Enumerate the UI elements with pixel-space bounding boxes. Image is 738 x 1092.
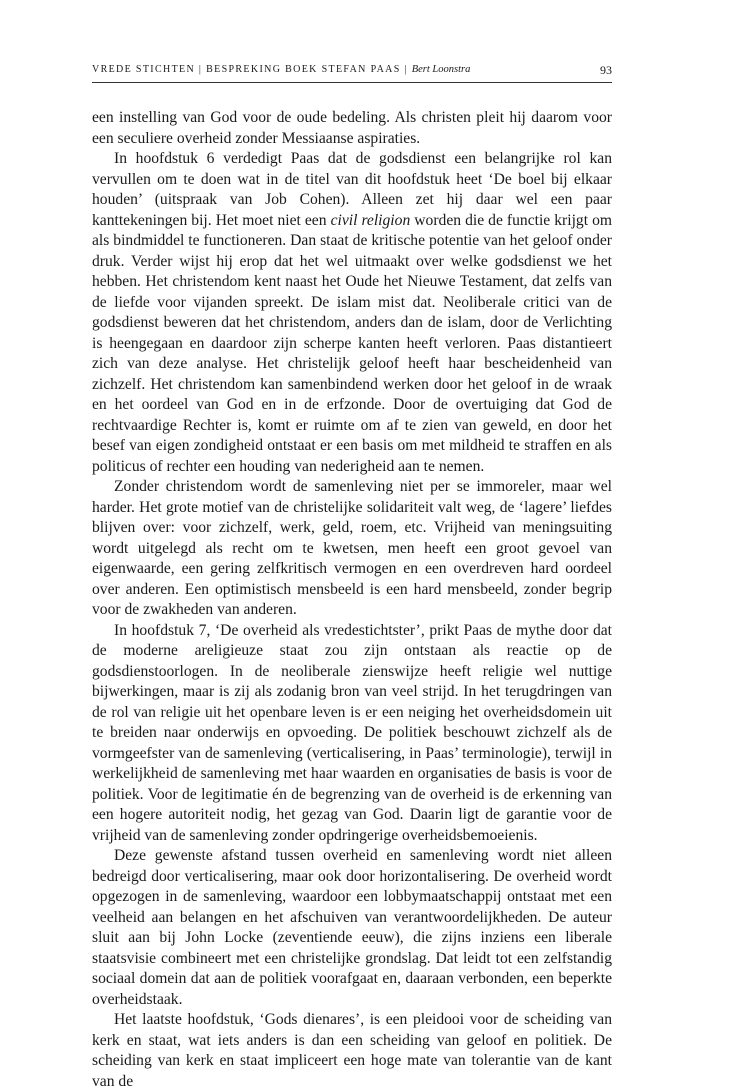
running-title-author: Bert Loonstra [411, 64, 471, 75]
article-body [92, 108, 612, 1092]
paragraph-text: Het laatste hoofdstuk, ‘Gods dienares’, is een pleidooi voor de scheiding van kerk en staat, wat iets anders is dan een scheiding van geloof en politiek. De scheiding van kerk en staat impliceert een hoge mate van tolerantie van de kant van de [92, 1011, 612, 1090]
paragraph [92, 108, 612, 149]
paragraph-text: Zonder christendom wordt de samenleving niet per se immoreler, maar wel harder. Het grote motief van de christelijke solidariteit valt weg, de ‘lagere’ liefdes blijven over: voor zichzelf, werk, geld, roem, etc. Vrijheid van meningsuiting wordt uitgelegd als recht om te kwetsen, men heeft een groot gevoel van eigenwaarde, een gering zelfkritisch vermogen en een overdreven hard oordeel over anderen. Een optimistisch mensbeeld is een hard mensbeeld, zonder begrip voor de zwakheden van anderen. [92, 478, 612, 618]
paragraph-text: In hoofdstuk 6 verdedigt Paas dat de godsdienst een belangrijke rol kan vervullen om te doen wat in de titel van dit hoofdstuk heet ‘De boel bij elkaar houden’ (uitspraak van Job Cohen). Alleen zet hij daar wel een paar kanttekeningen bij. Het moet niet een [92, 150, 612, 229]
paragraph [92, 621, 612, 847]
paragraph-text: een instelling van God voor de oude bedeling. Als christen pleit hij daarom voor een seculiere overheid zonder Messiaanse aspiraties. [92, 109, 612, 147]
running-title-main: VREDE STICHTEN | BESPREKING BOEK STEFAN PAAS | [92, 64, 412, 75]
paragraph [92, 477, 612, 621]
running-header [92, 64, 612, 83]
paragraph [92, 1010, 612, 1092]
paragraph-text: In hoofdstuk 7, ‘De overheid als vredestichtster’, prikt Paas de mythe door dat de moderne areligieuze staat zou zijn ontstaan als reactie op de godsdienstoorlogen. In de neoliberale zienswijze heeft religie wel nuttige bijwerkingen, maar is zij als zodanig bron van veel strijd. In het terugdringen van de rol van religie uit het openbare leven is er een neiging het overheidsdomein uit te breiden naar onderwijs en opvoeding. De politiek beschouwt zichzelf als de vormgeefster van de samenleving (verticalisering, in Paas’ terminologie), terwijl in werkelijkheid de samenleving met haar waarden en organisaties de basis is voor de politiek. Voor de legitimatie én de begrenzing van de overheid is de erkenning van een hogere autoriteit nodig, het gezag van God. Daarin ligt de garantie voor de vrijheid van de samenleving zonder opdringerige overheidsbemoeienis. [92, 621, 612, 844]
italic-term: civil religion [330, 211, 411, 229]
running-title [92, 64, 470, 75]
paragraph [92, 149, 612, 477]
page-number: 93 [600, 63, 612, 77]
paragraph-text: Deze gewenste afstand tussen overheid en samenleving wordt niet alleen bedreigd door verticalisering, maar ook door horizontalisering. De overheid wordt opgezogen in de samenleving, waardoor een lobbymaatschappij ontstaat met een veelheid aan belangen en het afschuiven van verantwoordelijkheden. De auteur sluit aan bij John Locke (zeventiende eeuw), die zijns inziens een liberale staatsvisie combineert met een christelijke grondslag. Dat leidt tot een zelfstandig sociaal domein dat aan de politiek voorafgaat en, daaraan verbonden, een beperkte overheidstaak. [92, 847, 612, 1008]
paragraph [92, 846, 612, 1010]
paragraph-text: worden die de functie krijgt om als bindmiddel te functioneren. Dan staat de kritische potentie van het geloof onder druk. Verder wijst hij erop dat het wel uitmaakt over welke godsdienst we het hebben. Het christendom kent naast het Oude het Nieuwe Testament, dat zelfs van de liefde voor vijanden spreekt. De islam mist dat. Neoliberale critici van de godsdienst beweren dat het christendom, anders dan de islam, door de Verlichting is heengegaan en daardoor zijn scherpe kanten heeft verloren. Paas distantieert zich van deze analyse. Het christelijk geloof heeft haar bescheidenheid van zichzelf. Het christendom kan samenbindend werken door het geloof in de wraak en het oordeel van God en in de erfzonde. Door de overtuiging dat God de rechtvaardige Rechter is, komt er ruimte om af te zien van geweld, en door het besef van eigen zondigheid ontstaat er een basis om met mildheid te straffen en als politicus of rechter een houding van nederigheid aan te nemen. [92, 211, 613, 475]
